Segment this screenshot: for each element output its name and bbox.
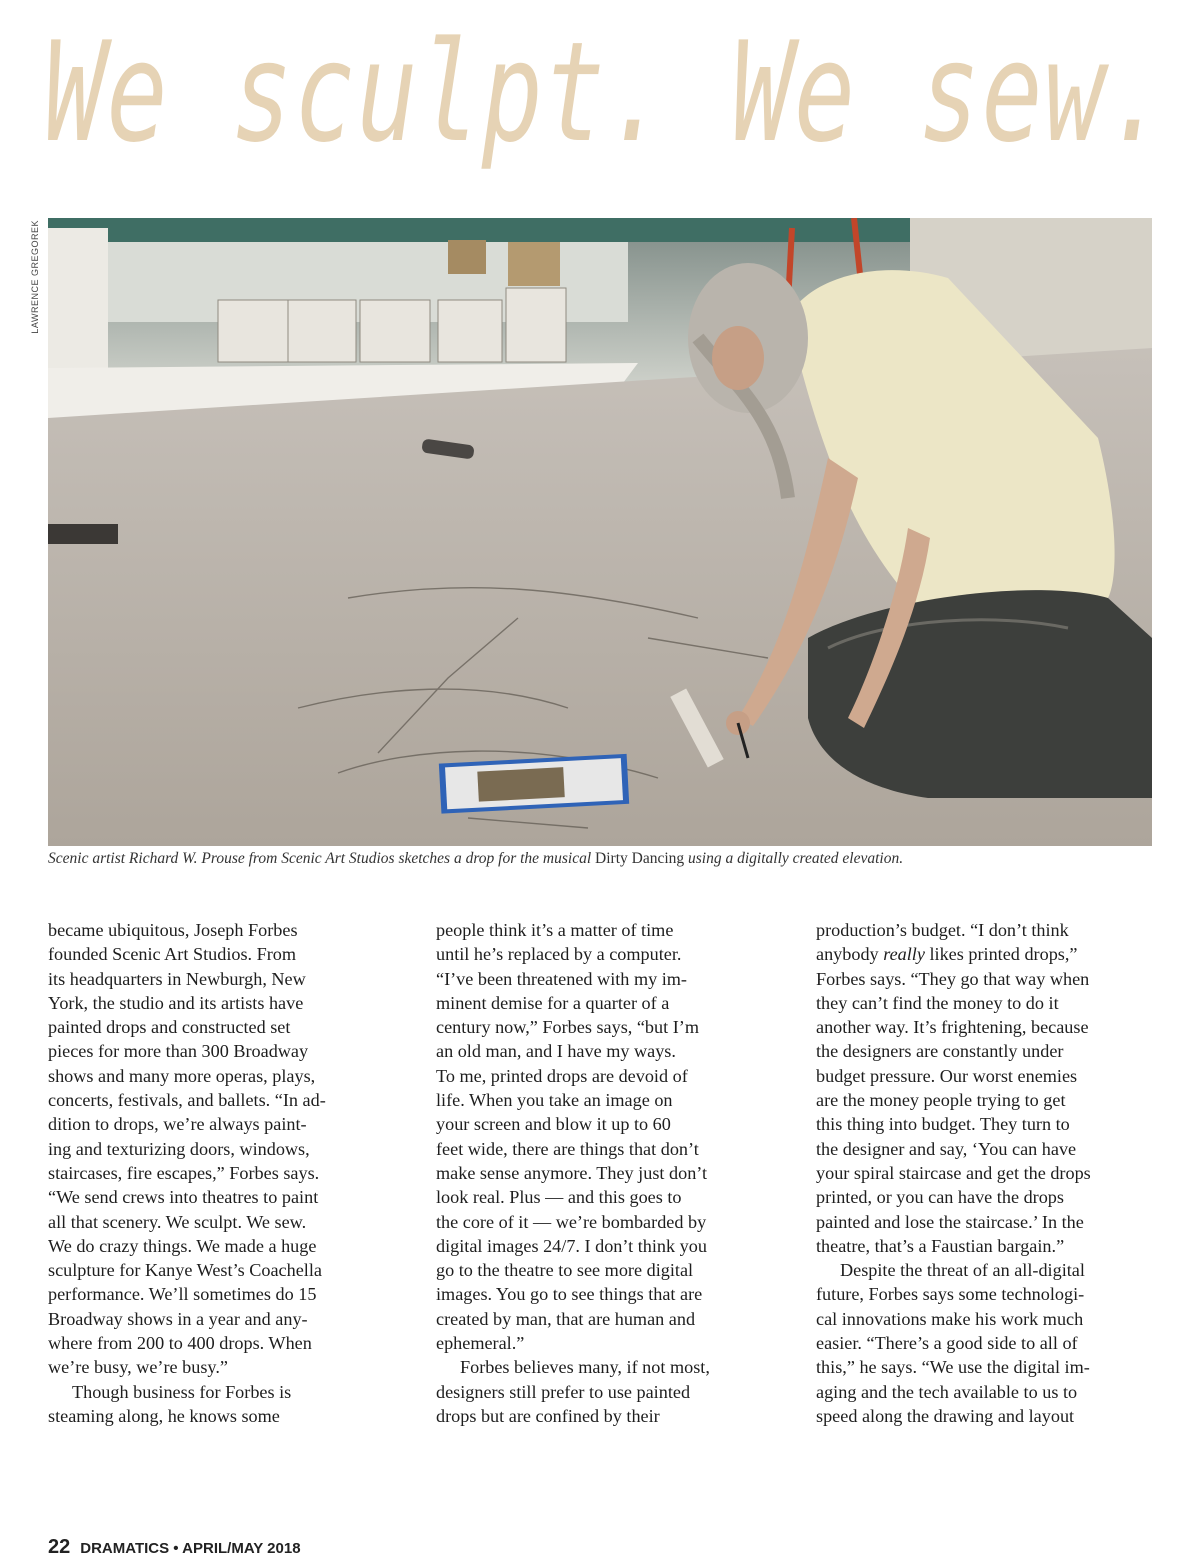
- text-line-content: likes printed drops,”: [924, 944, 1078, 965]
- text-line: [816, 1355, 1156, 1379]
- text-line: [436, 1380, 776, 1404]
- text-line-content: your spiral staircase and get the drops: [816, 1162, 1091, 1183]
- text-line: [436, 1210, 776, 1234]
- text-column-3: [816, 918, 1156, 1428]
- text-line-content: “We send crews into theatres to paint: [48, 1187, 319, 1208]
- text-line-content: its headquarters in Newburgh, New: [48, 968, 306, 989]
- text-line: [816, 1088, 1156, 1112]
- text-line-content: all that scenery. We sculpt. We sew.: [48, 1211, 307, 1232]
- text-line-content: staircases, fire escapes,” Forbes says.: [48, 1162, 320, 1183]
- text-line-content: theatre, that’s a Faustian bargain.”: [816, 1235, 1065, 1256]
- text-column-1: [48, 918, 388, 1428]
- text-line-content: go to the theatre to see more digital: [436, 1260, 694, 1281]
- text-line: [816, 1137, 1156, 1161]
- text-line-content: shows and many more operas, plays,: [48, 1065, 316, 1086]
- text-line-content: Despite the threat of an all-digital: [840, 1260, 1085, 1281]
- text-line: [816, 1015, 1156, 1039]
- headline: [44, 20, 1174, 210]
- text-line-content: digital images 24/7. I don’t think you: [436, 1235, 707, 1256]
- text-line-content: painted drops and constructed set: [48, 1017, 291, 1038]
- text-line: [436, 1112, 776, 1136]
- text-line: [48, 1112, 388, 1136]
- text-line-content: easier. “There’s a good side to all of: [816, 1333, 1078, 1354]
- text-line-content: painted and lose the staircase.’ In the: [816, 1211, 1084, 1232]
- page-footer: [48, 1536, 301, 1559]
- text-line: [48, 918, 388, 942]
- text-line-content: concerts, festivals, and ballets. “In ad-: [48, 1090, 326, 1111]
- text-line: [816, 1161, 1156, 1185]
- text-line-content: the designer and say, ‘You can have: [816, 1138, 1077, 1159]
- text-line-content: ephemeral.”: [436, 1333, 525, 1354]
- text-line-content: Forbes believes many, if not most,: [460, 1357, 710, 1378]
- text-line: [48, 942, 388, 966]
- text-line-content: this,” he says. “We use the digital im-: [816, 1357, 1090, 1378]
- text-line: [436, 918, 776, 942]
- text-line-content: designers still prefer to use painted: [436, 1381, 691, 1402]
- text-line: [436, 1307, 776, 1331]
- text-line-content: ing and texturizing doors, windows,: [48, 1138, 310, 1159]
- text-line: [436, 967, 776, 991]
- text-line-content: pieces for more than 300 Broadway: [48, 1041, 309, 1062]
- text-line: [816, 1258, 1156, 1282]
- text-line-content: steaming along, he knows some: [48, 1405, 280, 1426]
- text-line: [48, 1088, 388, 1112]
- caption-part1: Scenic artist Richard W. Prouse from Scenic Art Studios sketches a drop for the musical: [48, 850, 596, 867]
- text-line-content: cal innovations make his work much: [816, 1308, 1084, 1329]
- text-line: [816, 991, 1156, 1015]
- caption-part2: using a digitally created elevation.: [684, 850, 904, 867]
- text-line-content: York, the studio and its artists have: [48, 992, 304, 1013]
- text-line: [436, 942, 776, 966]
- photo-credit-text: LAWRENCE GREGOREK: [30, 220, 40, 334]
- text-line: [48, 1331, 388, 1355]
- text-line-content: founded Scenic Art Studios. From: [48, 944, 297, 965]
- text-line: [436, 1258, 776, 1282]
- text-line: [816, 1307, 1156, 1331]
- text-line-content: sculpture for Kanye West’s Coachella: [48, 1260, 322, 1281]
- text-line-content: an old man, and I have my ways.: [436, 1041, 676, 1062]
- text-line-content: Forbes says. “They go that way when: [816, 968, 1090, 989]
- text-line: [48, 1307, 388, 1331]
- text-line-content: life. When you take an image on: [436, 1090, 673, 1111]
- text-line-content: feet wide, there are things that don’t: [436, 1138, 699, 1159]
- text-line: [436, 991, 776, 1015]
- text-line-content: anybody: [816, 944, 884, 965]
- text-line-content: your screen and blow it up to 60: [436, 1114, 671, 1135]
- text-line: [816, 1380, 1156, 1404]
- text-line: [436, 1282, 776, 1306]
- text-line-content: budget pressure. Our worst enemies: [816, 1065, 1078, 1086]
- text-line: [816, 1064, 1156, 1088]
- text-line: [816, 1331, 1156, 1355]
- headline-text: We sculpt. We sew.: [44, 20, 1169, 173]
- text-line-emphasis: really: [883, 944, 925, 965]
- text-line: [436, 1137, 776, 1161]
- text-line-content: dition to drops, we’re always paint-: [48, 1114, 307, 1135]
- article-body: [48, 918, 1152, 1426]
- caption-title: Dirty Dancing: [595, 850, 685, 867]
- photo-caption: [48, 850, 1158, 868]
- text-line: [436, 1355, 776, 1379]
- text-line-content: aging and the tech available to us to: [816, 1381, 1078, 1402]
- text-line-content: people think it’s a matter of time: [436, 920, 674, 940]
- text-line-content: look real. Plus — and this goes to: [436, 1187, 682, 1208]
- text-line: [436, 1015, 776, 1039]
- text-line-content: this thing into budget. They turn to: [816, 1114, 1070, 1135]
- text-line: [816, 1404, 1156, 1428]
- text-line: [436, 1185, 776, 1209]
- text-line: [436, 1234, 776, 1258]
- text-line-content: production’s budget. “I don’t think: [816, 920, 1069, 940]
- text-line-content: became ubiquitous, Joseph Forbes: [48, 920, 298, 940]
- text-line-content: “I’ve been threatened with my im-: [436, 968, 687, 989]
- text-line-content: printed, or you can have the drops: [816, 1187, 1064, 1208]
- text-line: [816, 1185, 1156, 1209]
- text-line-content: they can’t find the money to do it: [816, 992, 1059, 1013]
- text-line-content: images. You go to see things that are: [436, 1284, 703, 1305]
- text-line-content: we’re busy, we’re busy.”: [48, 1357, 228, 1378]
- text-line: [48, 1015, 388, 1039]
- text-line-content: another way. It’s frightening, because: [816, 1017, 1089, 1038]
- text-line: [48, 1355, 388, 1379]
- article-photo: [48, 218, 1152, 846]
- text-line: [48, 1282, 388, 1306]
- text-line: [436, 1161, 776, 1185]
- text-line-content: future, Forbes says some technologi-: [816, 1284, 1085, 1305]
- text-line-content: century now,” Forbes says, “but I’m: [436, 1017, 699, 1038]
- text-line-content: We do crazy things. We made a huge: [48, 1235, 317, 1256]
- publication-info: DRAMATICS • APRIL/MAY 2018: [80, 1540, 301, 1557]
- text-line: [48, 1039, 388, 1063]
- text-line-content: the designers are constantly under: [816, 1041, 1064, 1062]
- text-line-content: Broadway shows in a year and any-: [48, 1308, 308, 1329]
- text-line-content: are the money people trying to get: [816, 1090, 1066, 1111]
- text-line: [48, 1380, 388, 1404]
- text-column-2: [436, 918, 776, 1428]
- photo-credit: [30, 220, 46, 334]
- text-line: [48, 1210, 388, 1234]
- text-line: [48, 1064, 388, 1088]
- photo-illustration: [48, 218, 1152, 846]
- text-line-content: until he’s replaced by a computer.: [436, 944, 682, 965]
- text-line: [816, 918, 1156, 942]
- page-number: 22: [48, 1536, 71, 1558]
- text-line: [816, 1112, 1156, 1136]
- text-line-content: created by man, that are human and: [436, 1308, 696, 1329]
- text-line: [436, 1064, 776, 1088]
- text-line: [816, 1282, 1156, 1306]
- text-line-content: performance. We’ll sometimes do 15: [48, 1284, 317, 1305]
- text-line-content: To me, printed drops are devoid of: [436, 1065, 688, 1086]
- text-line: [816, 1210, 1156, 1234]
- headline-graphic: [44, 20, 1174, 210]
- text-line-content: drops but are confined by their: [436, 1405, 660, 1426]
- text-line-content: the core of it — we’re bombarded by: [436, 1211, 707, 1232]
- text-line: [48, 1185, 388, 1209]
- text-line: [436, 1404, 776, 1428]
- text-line: [48, 1137, 388, 1161]
- text-line-content: Though business for Forbes is: [72, 1381, 292, 1402]
- text-line: [48, 1161, 388, 1185]
- text-line-content: minent demise for a quarter of a: [436, 992, 670, 1013]
- text-line-content: where from 200 to 400 drops. When: [48, 1333, 312, 1354]
- text-line: [48, 1404, 388, 1428]
- text-line: [48, 967, 388, 991]
- text-line: [48, 1258, 388, 1282]
- text-line: [816, 1234, 1156, 1258]
- text-line: [48, 1234, 388, 1258]
- text-line: [48, 991, 388, 1015]
- text-line-content: speed along the drawing and layout: [816, 1405, 1075, 1426]
- text-line: [436, 1088, 776, 1112]
- text-line: [816, 967, 1156, 991]
- text-line-content: make sense anymore. They just don’t: [436, 1162, 708, 1183]
- text-line: [436, 1331, 776, 1355]
- text-line: [816, 1039, 1156, 1063]
- text-line: [436, 1039, 776, 1063]
- text-line: [816, 942, 1156, 966]
